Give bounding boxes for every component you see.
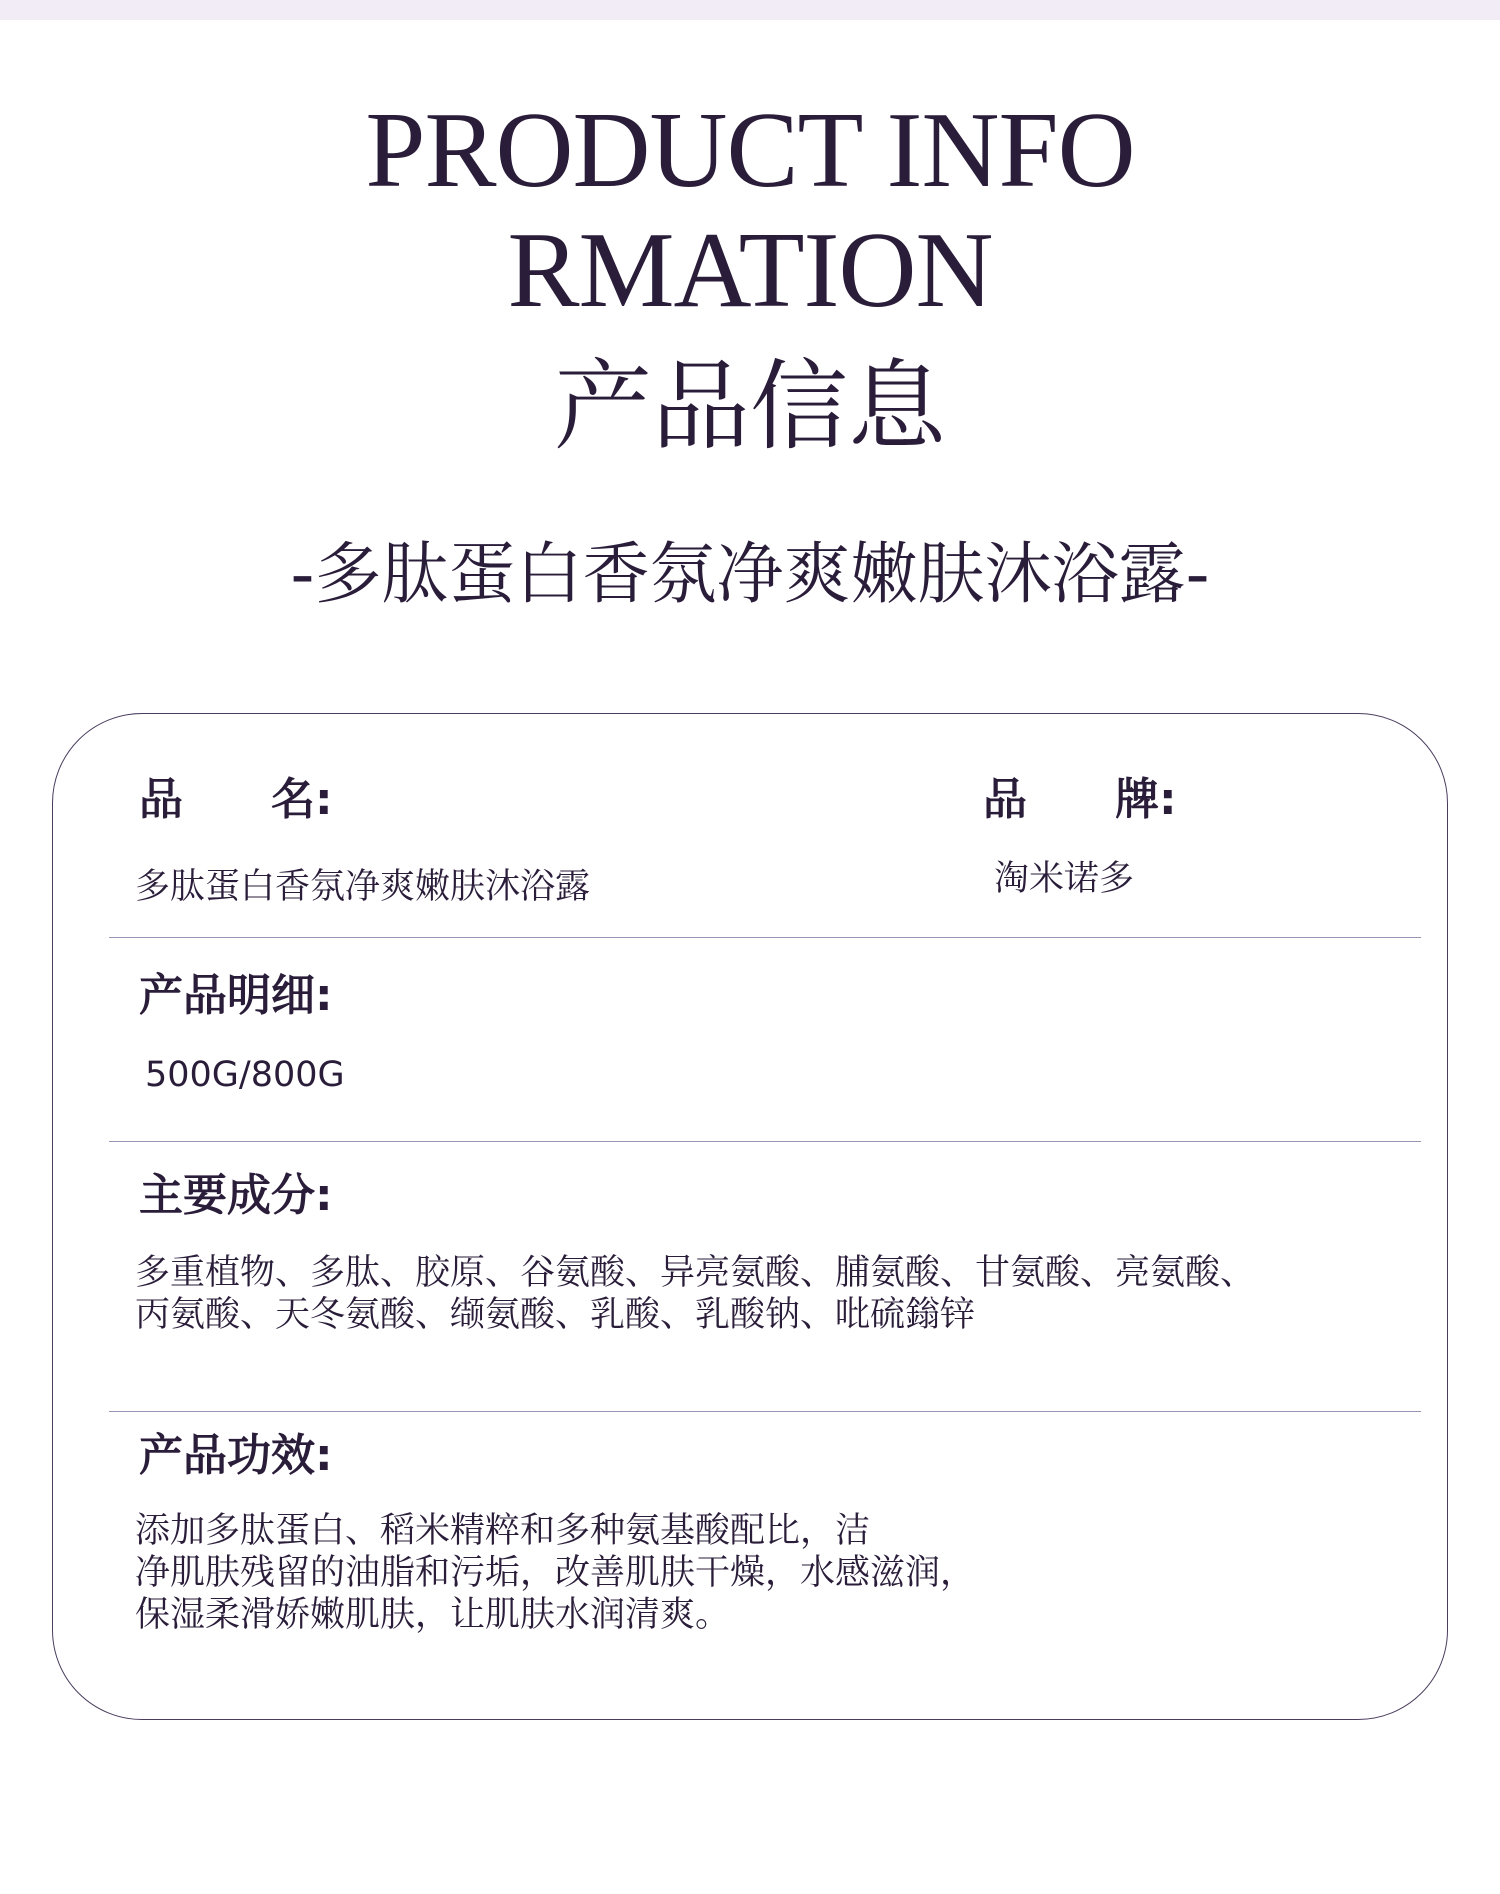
brand-label: 品 牌:: [983, 774, 1177, 825]
spec-label: 产品明细:: [139, 970, 333, 1021]
ingredients-label: 主要成分:: [139, 1170, 333, 1221]
product-subtitle: -多肽蛋白香氛净爽嫩肤沐浴露-: [290, 535, 1210, 613]
efficacy-value: 添加多肽蛋白、稻米精粹和多种氨基酸配比，洁 净肌肤残留的油脂和污垢，改善肌肤干燥，水感滋润， 保湿柔滑娇嫩肌肤，让肌肤水润清爽。: [135, 1511, 976, 1635]
divider-1: [109, 937, 1421, 938]
page-title-cn: 产品信息: [553, 350, 946, 464]
product-info-card: [52, 713, 1448, 1720]
product-name-value: 多肽蛋白香氛净爽嫩肤沐浴露: [135, 867, 591, 907]
page-title-en-line1: PRODUCT INFO: [365, 91, 1135, 210]
top-band: [0, 0, 1500, 20]
spec-value: 500G/800G: [145, 1055, 345, 1095]
ingredients-value: 多重植物、多肽、胶原、谷氨酸、异亮氨酸、脯氨酸、甘氨酸、亮氨酸、 丙氨酸、天冬氨酸、缬氨酸、乳酸、乳酸钠、吡硫鎓锌: [135, 1253, 1256, 1335]
divider-3: [109, 1411, 1421, 1412]
page-title-en-line2: RMATION: [507, 211, 993, 330]
divider-2: [109, 1141, 1421, 1142]
efficacy-label: 产品功效:: [139, 1430, 333, 1481]
product-name-label: 品 名:: [139, 774, 333, 825]
brand-value: 淘米诺多: [994, 859, 1135, 899]
